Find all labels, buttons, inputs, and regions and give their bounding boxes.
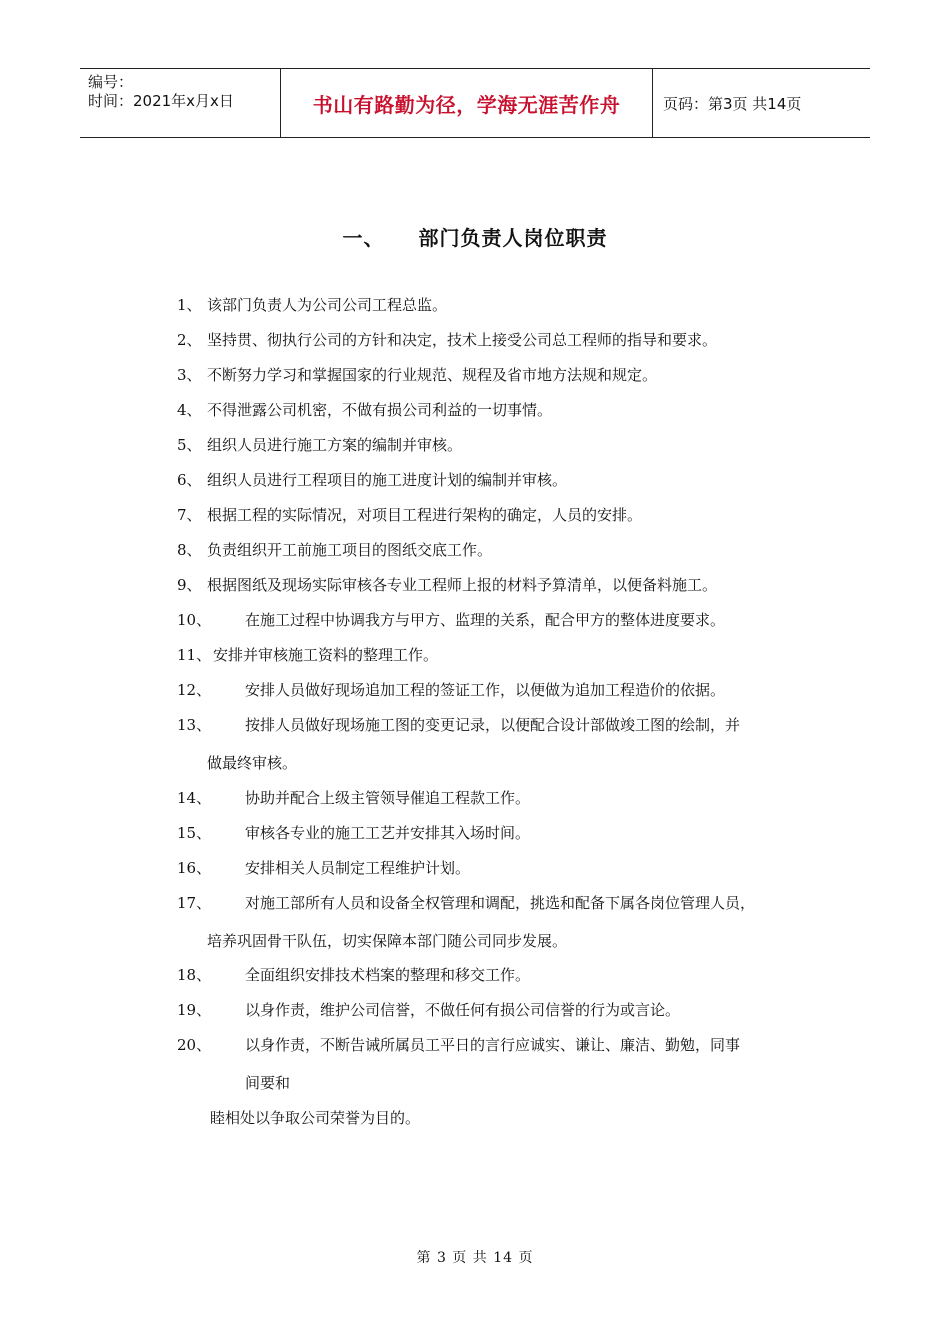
header-motto: 书山有路勤为径，学海无涯苦作舟 [281,69,653,137]
list-item-text: 根据图纸及现场实际审核各专业工程师上报的材料予算清单，以便备料施工。 [207,576,718,594]
list-item-number: 2、 [177,331,202,349]
list-item-number: 10、 [177,611,212,629]
list-item-text: 以身作责，维护公司信誉，不做任何有损公司信誉的行为或言论。 [245,1001,681,1019]
time-label: 时间：2021年x月x日 [88,92,234,110]
list-item-text: 安排并审核施工资料的整理工作。 [213,646,439,664]
list-item-text: 对施工部所有人员和设备全权管理和调配，挑选和配备下属各岗位管理人员， [245,894,756,912]
list-item-text: 负责组织开工前施工项目的图纸交底工作。 [207,541,493,559]
header-page-code: 页码：第3页 共14页 [663,94,802,113]
list-item-number: 13、 [177,716,212,734]
list-item-text: 审核各专业的施工工艺并安排其入场时间。 [245,824,531,842]
list-item-number: 15、 [177,824,212,842]
list-item-text: 组织人员进行施工方案的编制并审核。 [207,436,463,454]
list-item-text: 协助并配合上级主管领导催追工程款工作。 [245,789,531,807]
list-item-text: 安排人员做好现场追加工程的签证工作，以便做为追加工程造价的依据。 [245,681,726,699]
list-item-text: 以身作责，不断告诫所属员工平日的言行应诚实、谦让、廉洁、勤勉，同事 [245,1036,741,1054]
header-meta [80,69,281,137]
list-item-text: 不断努力学习和掌握国家的行业规范、规程及省市地方法规和规定。 [207,366,658,384]
section-title [0,222,950,251]
list-item-number: 4、 [177,401,202,419]
list-item-continuation: 培养巩固骨干队伍，切实保障本部门随公司同步发展。 [207,932,568,950]
list-item-continuation: 间要和 [245,1074,291,1092]
list-item-continuation: 睦相处以争取公司荣誉为目的。 [210,1109,421,1127]
list-item-number: 6、 [177,471,202,489]
list-item-number: 16、 [177,859,212,877]
list-item-number: 5、 [177,436,202,454]
list-item-number: 18、 [177,966,212,984]
list-item-text: 不得泄露公司机密，不做有损公司利益的一切事情。 [207,401,553,419]
page-footer: 第 3 页 共 14 页 [416,1250,534,1266]
list-item-text: 安排相关人员制定工程维护计划。 [245,859,471,877]
list-item-number: 14、 [177,789,212,807]
section-title-text: 部门负责人岗位职责 [418,226,608,250]
list-item-number: 17、 [177,894,212,912]
list-item-text: 在施工过程中协调我方与甲方、监理的关系，配合甲方的整体进度要求。 [245,611,726,629]
list-item-number: 8、 [177,541,202,559]
list-item-text: 按排人员做好现场施工图的变更记录，以便配合设计部做竣工图的绘制，并 [245,716,741,734]
list-item-number: 7、 [177,506,202,524]
list-item-text: 该部门负责人为公司公司工程总监。 [207,296,448,314]
list-item-text: 坚持贯、彻执行公司的方针和决定，技术上接受公司总工程师的指导和要求。 [207,331,718,349]
list-item-text: 根据工程的实际情况，对项目工程进行架构的确定，人员的安排。 [207,506,643,524]
list-item-number: 1、 [177,296,202,314]
list-item-number: 9、 [177,576,202,594]
document-header [80,68,870,138]
list-item-number: 12、 [177,681,212,699]
list-item-continuation: 做最终审核。 [207,754,298,772]
list-item-number: 3、 [177,366,202,384]
list-item-number: 19、 [177,1001,212,1019]
list-item-number: 11、 [177,646,212,664]
list-item-number: 20、 [177,1036,212,1054]
list-item-text: 组织人员进行工程项目的施工进度计划的编制并审核。 [207,471,568,489]
list-item-text: 全面组织安排技术档案的整理和移交工作。 [245,966,531,984]
section-number: 一、 [342,226,385,250]
serial-label: 编号： [88,73,134,91]
